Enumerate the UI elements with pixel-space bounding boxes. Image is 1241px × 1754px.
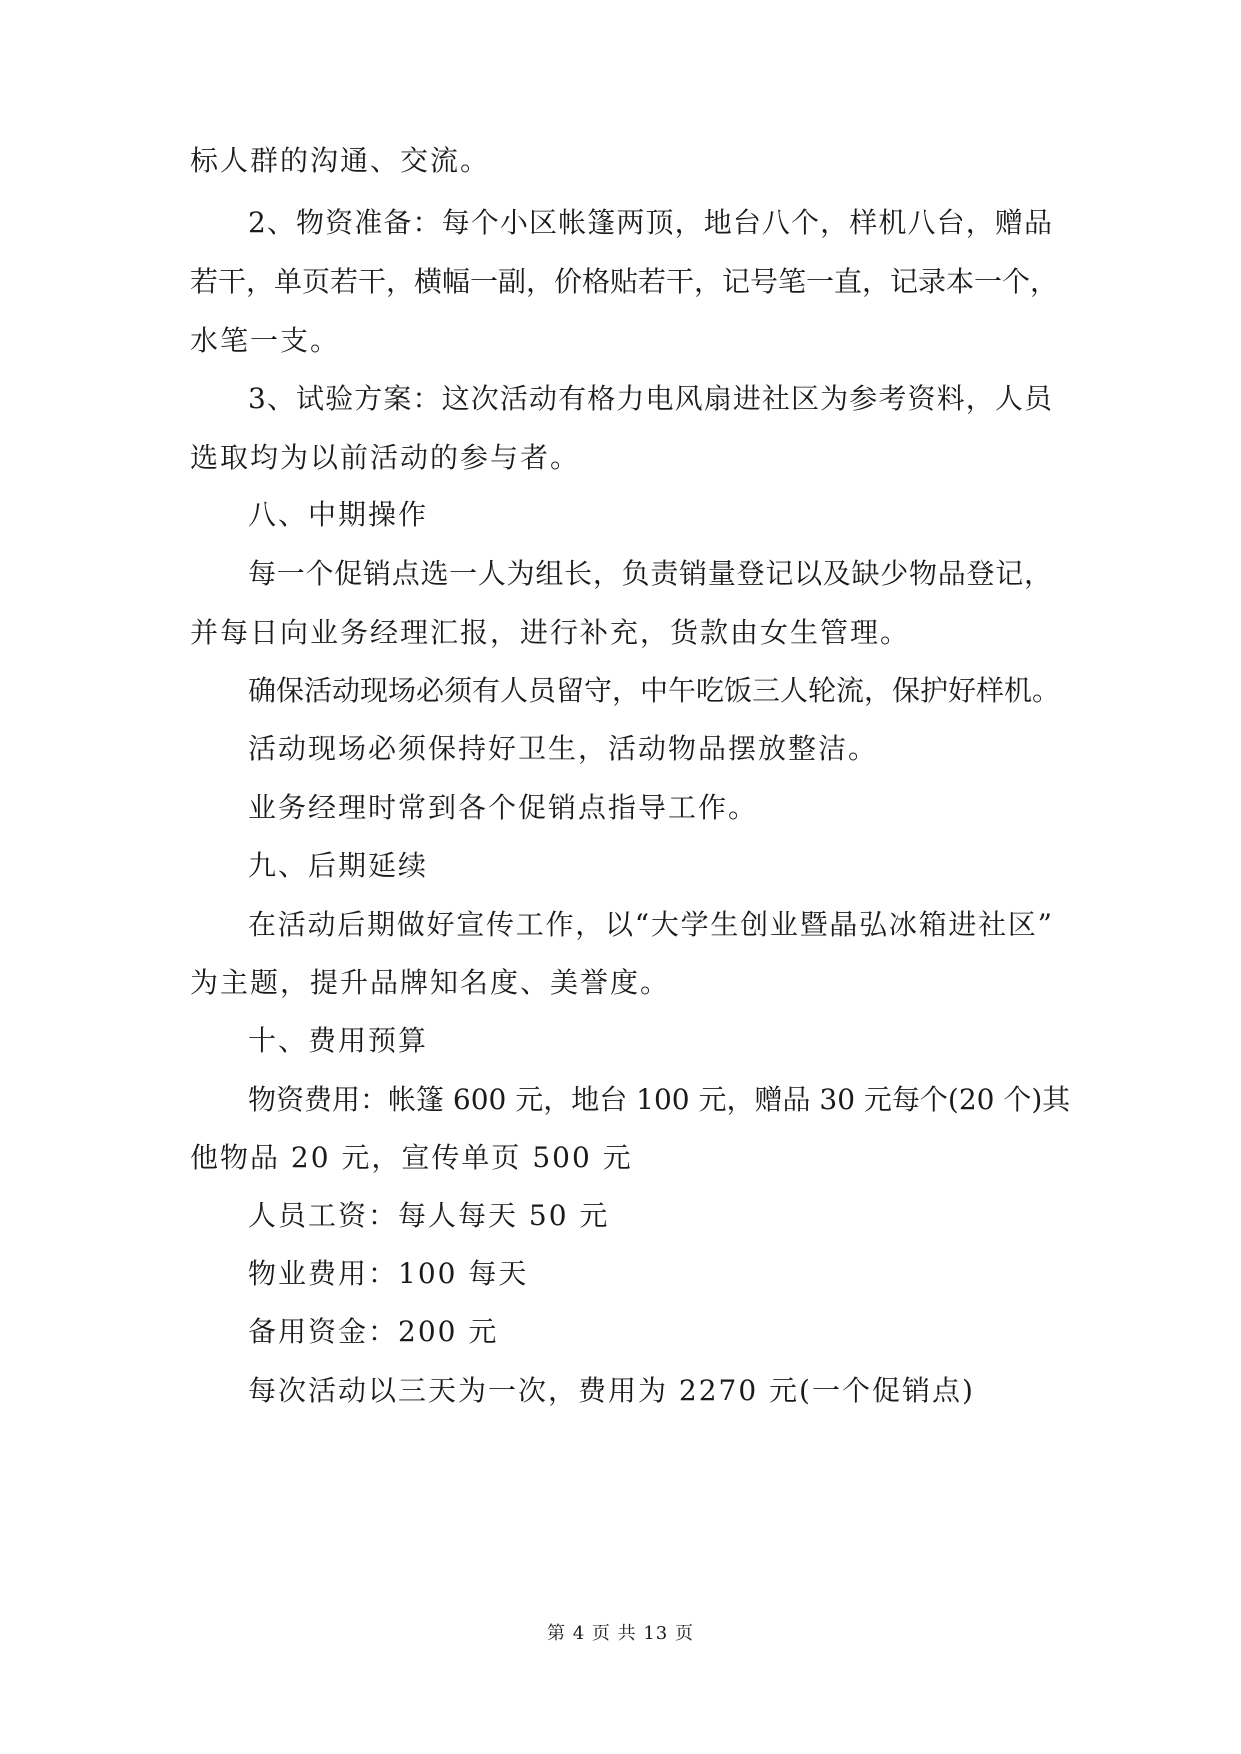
paragraph-line: 在活动后期做好宣传工作，以“大学生创业暨晶弘冰箱进社区” bbox=[248, 908, 1052, 941]
paragraph-line: 2、物资准备：每个小区帐篷两顶，地台八个，样机八台，赠品 bbox=[248, 206, 1052, 239]
paragraph-line: 标人群的沟通、交流。 bbox=[190, 144, 491, 177]
section-heading: 八、中期操作 bbox=[248, 498, 429, 531]
paragraph-line: 每次活动以三天为一次，费用为 2270 元(一个促销点) bbox=[248, 1374, 975, 1407]
page-number-footer: 第 4 页 共 13 页 bbox=[547, 1623, 694, 1644]
paragraph-line: 确保活动现场必须有人员留守，中午吃饭三人轮流，保护好样机。 bbox=[248, 674, 1061, 707]
paragraph-line: 每一个促销点选一人为组长，负责销量登记以及缺少物品登记， bbox=[248, 557, 1052, 590]
paragraph-line: 他物品 20 元，宣传单页 500 元 bbox=[190, 1141, 633, 1174]
paragraph-line: 物资费用：帐篷 600 元，地台 100 元，赠品 30 元每个(20 个)其 bbox=[248, 1083, 1071, 1116]
paragraph-line: 为主题，提升品牌知名度、美誉度。 bbox=[190, 966, 671, 999]
paragraph-line: 选取均为以前活动的参与者。 bbox=[190, 441, 581, 474]
paragraph-line: 若干，单页若干，横幅一副，价格贴若干，记号笔一直，记录本一个， bbox=[190, 265, 1059, 298]
section-heading: 九、后期延续 bbox=[248, 849, 429, 882]
paragraph-line: 3、试验方案：这次活动有格力电风扇进社区为参考资料，人员 bbox=[248, 382, 1052, 415]
paragraph-line: 并每日向业务经理汇报，进行补充，货款由女生管理。 bbox=[190, 616, 911, 649]
paragraph-line: 物业费用：100 每天 bbox=[248, 1257, 529, 1290]
paragraph-line: 人员工资：每人每天 50 元 bbox=[248, 1199, 610, 1232]
paragraph-line: 备用资金：200 元 bbox=[248, 1315, 499, 1348]
paragraph-line: 活动现场必须保持好卫生，活动物品摆放整洁。 bbox=[248, 732, 879, 765]
paragraph-line: 水笔一支。 bbox=[190, 324, 341, 357]
section-heading: 十、费用预算 bbox=[248, 1024, 429, 1057]
paragraph-line: 业务经理时常到各个促销点指导工作。 bbox=[248, 791, 759, 824]
